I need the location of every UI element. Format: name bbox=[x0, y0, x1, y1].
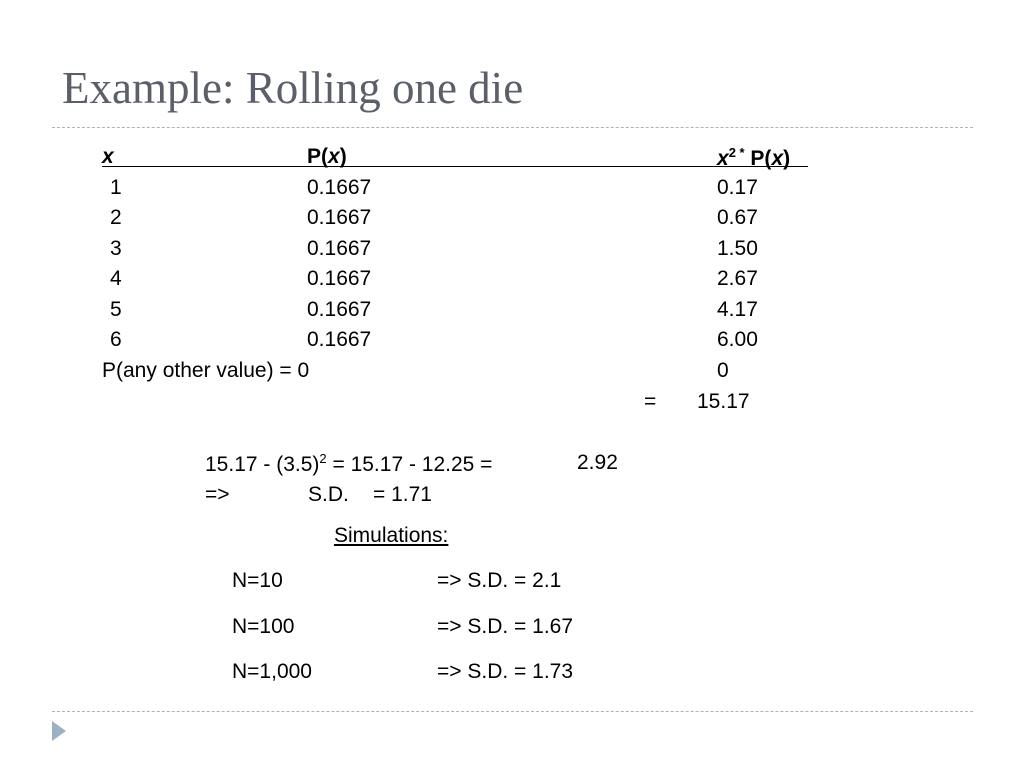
row-q: 6.00 bbox=[717, 328, 758, 351]
row-p: 0.1667 bbox=[307, 176, 372, 199]
header-x2px: $x^{2 *}$ P(x) bbox=[717, 145, 791, 170]
sim-sd: => S.D. = 1.67 bbox=[437, 615, 574, 638]
bottom-divider bbox=[52, 711, 973, 712]
sim-n: N=10 bbox=[232, 569, 283, 592]
row-x: 5 bbox=[110, 298, 122, 321]
sd-label: S.D. bbox=[308, 483, 349, 506]
sum-equals: = bbox=[644, 390, 657, 413]
row-x: 4 bbox=[110, 267, 122, 290]
row-q: 2.67 bbox=[717, 267, 758, 290]
sum-value: 15.17 bbox=[697, 390, 750, 413]
row-p: 0.1667 bbox=[307, 206, 372, 229]
top-divider bbox=[52, 127, 973, 128]
header-underline bbox=[102, 166, 808, 167]
simulations-heading: Simulations: bbox=[334, 524, 449, 547]
header-px: P(x) bbox=[307, 145, 347, 168]
row-q: 0.17 bbox=[717, 176, 758, 199]
slide-title: Example: Rolling one die bbox=[62, 63, 524, 113]
row-q: 0.67 bbox=[717, 206, 758, 229]
row-p: 0.1667 bbox=[307, 267, 372, 290]
row-x: 3 bbox=[110, 237, 122, 260]
implies-arrow: => bbox=[205, 483, 230, 506]
row-x: 6 bbox=[110, 328, 122, 351]
row-p: 0.1667 bbox=[307, 298, 372, 321]
sim-sd: => S.D. = 2.1 bbox=[437, 569, 562, 592]
row-p: 0.1667 bbox=[307, 237, 372, 260]
row-q: 4.17 bbox=[717, 298, 758, 321]
header-x: x bbox=[102, 145, 114, 168]
row-q: 1.50 bbox=[717, 237, 758, 260]
variance-calc: $15.17 - (3.5)^2 = 15.17 - 12.25$ = bbox=[205, 451, 493, 476]
row-x: 1 bbox=[110, 176, 122, 199]
sim-sd: => S.D. = 1.73 bbox=[437, 660, 574, 683]
sd-value: = 1.71 bbox=[373, 483, 432, 506]
other-value-label: P(any other value) = 0 bbox=[102, 359, 310, 382]
sim-n: N=1,000 bbox=[232, 660, 312, 683]
play-arrow-icon bbox=[52, 721, 66, 741]
row-x: 2 bbox=[110, 206, 122, 229]
row-p: 0.1667 bbox=[307, 328, 372, 351]
variance-result: 2.92 bbox=[577, 451, 618, 474]
sim-n: N=100 bbox=[232, 615, 295, 638]
other-value-q: 0 bbox=[717, 359, 729, 382]
